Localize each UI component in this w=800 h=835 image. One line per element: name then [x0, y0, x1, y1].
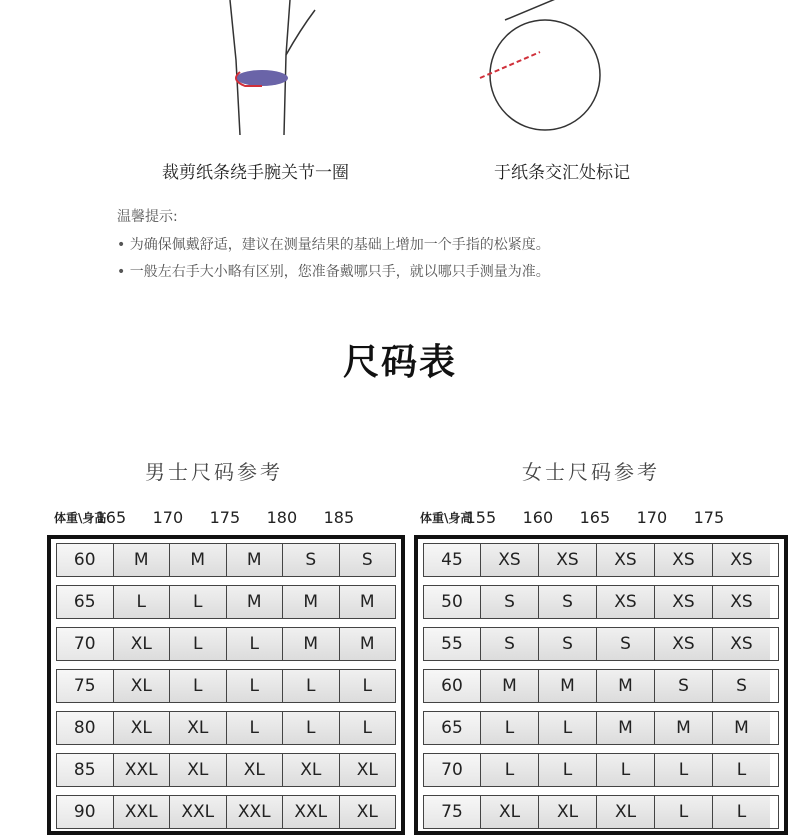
- weight-cell: 70: [424, 754, 481, 786]
- size-cell: XL: [170, 712, 227, 744]
- table-row: [56, 669, 396, 703]
- size-cell: S: [283, 544, 340, 576]
- size-cell: S: [481, 586, 539, 618]
- size-cell: S: [340, 544, 396, 576]
- height-label: 170: [152, 508, 184, 527]
- mark-caption: 于纸条交汇处标记: [494, 163, 630, 183]
- weight-cell: 45: [424, 544, 481, 576]
- table-row: [423, 795, 779, 829]
- size-cell: XL: [340, 796, 396, 828]
- size-cell: L: [114, 586, 171, 618]
- size-cell: L: [713, 796, 770, 828]
- strip-mark-illustration: [465, 0, 615, 145]
- size-cell: XS: [597, 544, 655, 576]
- size-cell: XS: [655, 628, 713, 660]
- size-cell: M: [597, 712, 655, 744]
- size-cell: M: [227, 586, 284, 618]
- size-cell: L: [283, 712, 340, 744]
- size-cell: XS: [539, 544, 597, 576]
- size-cell: L: [170, 586, 227, 618]
- size-cell: M: [340, 628, 396, 660]
- wrist-wrap-illustration: [200, 0, 320, 145]
- size-cell: L: [539, 754, 597, 786]
- size-cell: M: [713, 712, 770, 744]
- size-cell: L: [170, 670, 227, 702]
- size-cell: M: [481, 670, 539, 702]
- corner-label: 体重\身高: [420, 511, 473, 525]
- size-cell: S: [597, 628, 655, 660]
- weight-cell: 50: [424, 586, 481, 618]
- size-cell: XS: [597, 586, 655, 618]
- size-cell: M: [283, 628, 340, 660]
- size-cell: L: [283, 670, 340, 702]
- table-row: [56, 585, 396, 619]
- women-height-header: [420, 508, 737, 527]
- weight-cell: 70: [57, 628, 114, 660]
- size-cell: XL: [114, 628, 171, 660]
- weight-cell: 60: [424, 670, 481, 702]
- size-cell: M: [170, 544, 227, 576]
- weight-cell: 90: [57, 796, 114, 828]
- men-height-header: [54, 508, 367, 527]
- size-cell: XL: [227, 754, 284, 786]
- table-row: [423, 753, 779, 787]
- size-cell: XXL: [114, 796, 171, 828]
- size-cell: XS: [655, 544, 713, 576]
- men-size-title: 男士尺码参考: [145, 460, 283, 484]
- height-label: 185: [323, 508, 355, 527]
- women-size-table: [414, 535, 788, 835]
- women-size-title: 女士尺码参考: [522, 460, 660, 484]
- table-row: [423, 543, 779, 577]
- size-cell: L: [227, 670, 284, 702]
- tips-heading: 温馨提示:: [117, 209, 178, 225]
- corner-label: 体重\身高: [54, 511, 107, 525]
- size-cell: M: [227, 544, 284, 576]
- size-cell: XS: [655, 586, 713, 618]
- size-cell: XS: [713, 586, 770, 618]
- size-cell: XL: [597, 796, 655, 828]
- table-row: [423, 585, 779, 619]
- weight-cell: 75: [57, 670, 114, 702]
- tip-item: • 为确保佩戴舒适，建议在测量结果的基础上增加一个手指的松紧度。: [117, 237, 550, 253]
- height-label: 175: [209, 508, 241, 527]
- weight-cell: 65: [424, 712, 481, 744]
- size-cell: XL: [539, 796, 597, 828]
- size-cell: L: [227, 712, 284, 744]
- height-label: 165: [579, 508, 611, 527]
- size-cell: XXL: [114, 754, 171, 786]
- size-cell: S: [481, 628, 539, 660]
- size-cell: M: [283, 586, 340, 618]
- page-title: 尺码表: [342, 342, 457, 383]
- size-cell: XL: [170, 754, 227, 786]
- size-cell: M: [114, 544, 171, 576]
- size-cell: XXL: [227, 796, 284, 828]
- table-row: [56, 711, 396, 745]
- weight-cell: 60: [57, 544, 114, 576]
- weight-cell: 75: [424, 796, 481, 828]
- size-cell: L: [539, 712, 597, 744]
- size-cell: S: [655, 670, 713, 702]
- size-cell: XXL: [170, 796, 227, 828]
- size-cell: XL: [283, 754, 340, 786]
- size-cell: L: [713, 754, 770, 786]
- size-cell: M: [340, 586, 396, 618]
- size-cell: XL: [340, 754, 396, 786]
- size-cell: L: [340, 712, 396, 744]
- men-size-table: [47, 535, 405, 835]
- size-cell: L: [597, 754, 655, 786]
- size-cell: XS: [481, 544, 539, 576]
- table-row: [423, 711, 779, 745]
- size-cell: XL: [481, 796, 539, 828]
- table-row: [56, 543, 396, 577]
- table-row: [56, 753, 396, 787]
- size-cell: L: [170, 628, 227, 660]
- size-cell: L: [227, 628, 284, 660]
- size-cell: XS: [713, 544, 770, 576]
- table-row: [423, 669, 779, 703]
- size-cell: S: [713, 670, 770, 702]
- paper-strip-icon: [236, 70, 288, 86]
- size-cell: XS: [713, 628, 770, 660]
- size-cell: S: [539, 586, 597, 618]
- weight-cell: 65: [57, 586, 114, 618]
- size-cell: L: [655, 754, 713, 786]
- size-cell: XL: [114, 670, 171, 702]
- weight-cell: 55: [424, 628, 481, 660]
- height-label: 165: [95, 508, 127, 527]
- size-cell: XL: [114, 712, 171, 744]
- size-cell: L: [481, 754, 539, 786]
- height-label: 155: [465, 508, 497, 527]
- tip-item: • 一般左右手大小略有区别，您准备戴哪只手，就以哪只手测量为准。: [117, 264, 550, 280]
- size-cell: M: [655, 712, 713, 744]
- size-cell: M: [539, 670, 597, 702]
- size-cell: S: [539, 628, 597, 660]
- mark-line-icon: [480, 52, 540, 78]
- size-cell: M: [597, 670, 655, 702]
- table-row: [56, 627, 396, 661]
- size-cell: L: [340, 670, 396, 702]
- height-label: 160: [522, 508, 554, 527]
- size-cell: L: [655, 796, 713, 828]
- weight-cell: 85: [57, 754, 114, 786]
- size-cell: L: [481, 712, 539, 744]
- size-cell: XXL: [283, 796, 340, 828]
- height-label: 175: [693, 508, 725, 527]
- weight-cell: 80: [57, 712, 114, 744]
- table-row: [56, 795, 396, 829]
- wrap-caption: 裁剪纸条绕手腕关节一圈: [162, 163, 349, 183]
- table-row: [423, 627, 779, 661]
- height-label: 180: [266, 508, 298, 527]
- height-label: 170: [636, 508, 668, 527]
